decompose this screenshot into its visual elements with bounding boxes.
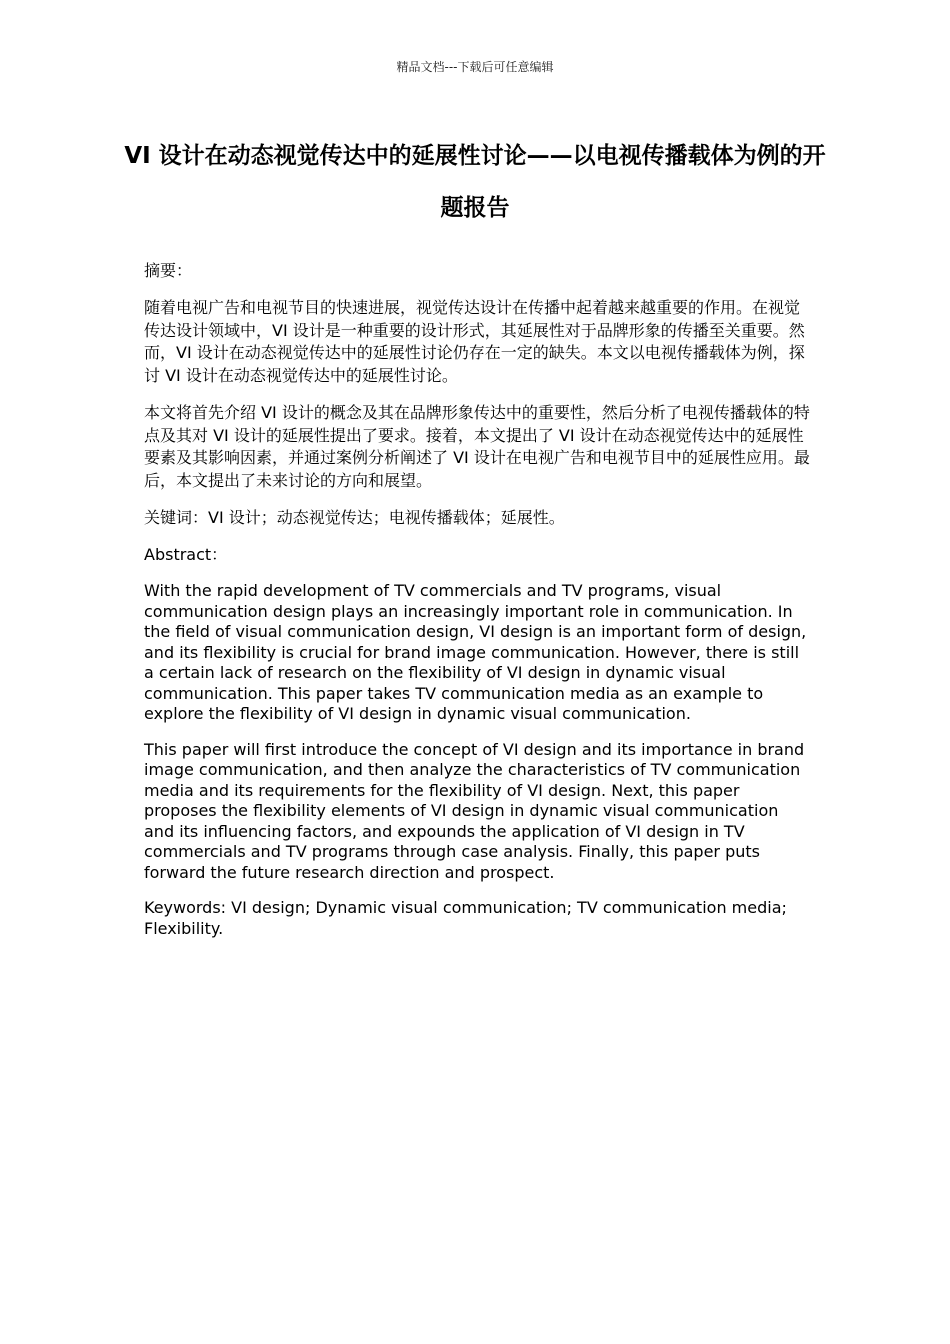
abstract-en-paragraph-1: With the rapid development of TV commercials and TV programs, visual communication design plays an increasingly important role in communication. In the field of visual communication design, VI design is an important form of design, and its flexibility is crucial for brand image communication. However, there is still a certain lack of research on the flexibility of VI design in dynamic visual communication. This paper takes TV communication media as an example to explore the flexibility of VI design in dynamic visual communication. [144,581,807,723]
keywords-en: Keywords: VI design; Dynamic visual communication; TV communication media; Flexibility. [144,898,787,938]
abstract-cn-label: 摘要： [144,261,193,280]
abstract-en-label: Abstract： [144,545,228,564]
document-body [144,260,812,954]
abstract-cn-paragraph-2: 本文将首先介绍 VI 设计的概念及其在品牌形象传达中的重要性，然后分析了电视传播载体的特点及其对 VI 设计的延展性提出了要求。接着，本文提出了 VI 设计在动态视觉传达中的延展性要素及其影响因素，并通过案例分析阐述了 VI 设计在电视广告和电视节目中的延展性应用。最后，本文提出了未来讨论的方向和展望。 [144,403,810,490]
abstract-cn-paragraph-1: 随着电视广告和电视节目的快速进展，视觉传达设计在传播中起着越来越重要的作用。在视觉传达设计领域中，VI 设计是一种重要的设计形式，其延展性对于品牌形象的传播至关重要。然而，VI 设计在动态视觉传达中的延展性讨论仍存在一定的缺失。本文以电视传播载体为例，探讨 VI 设计在动态视觉传达中的延展性讨论。 [144,298,805,385]
header-note: 精品文档---下载后可任意编辑 [396,60,554,74]
document-title: VI 设计在动态视觉传达中的延展性讨论——以电视传播载体为例的开题报告 [124,143,826,221]
abstract-en-paragraph-2: This paper will first introduce the concept of VI design and its importance in brand image communication, and then analyze the characteristics of TV communication media and its requirements for the flexibility of VI design. Next, this paper proposes the flexibility elements of VI design in dynamic visual communication and its influencing factors, and expounds the application of VI design in TV commercials and TV programs through case analysis. Finally, this paper puts forward the future research direction and prospect. [144,739,805,882]
keywords-cn: 关键词：VI 设计；动态视觉传达；电视传播载体；延展性。 [144,508,565,527]
